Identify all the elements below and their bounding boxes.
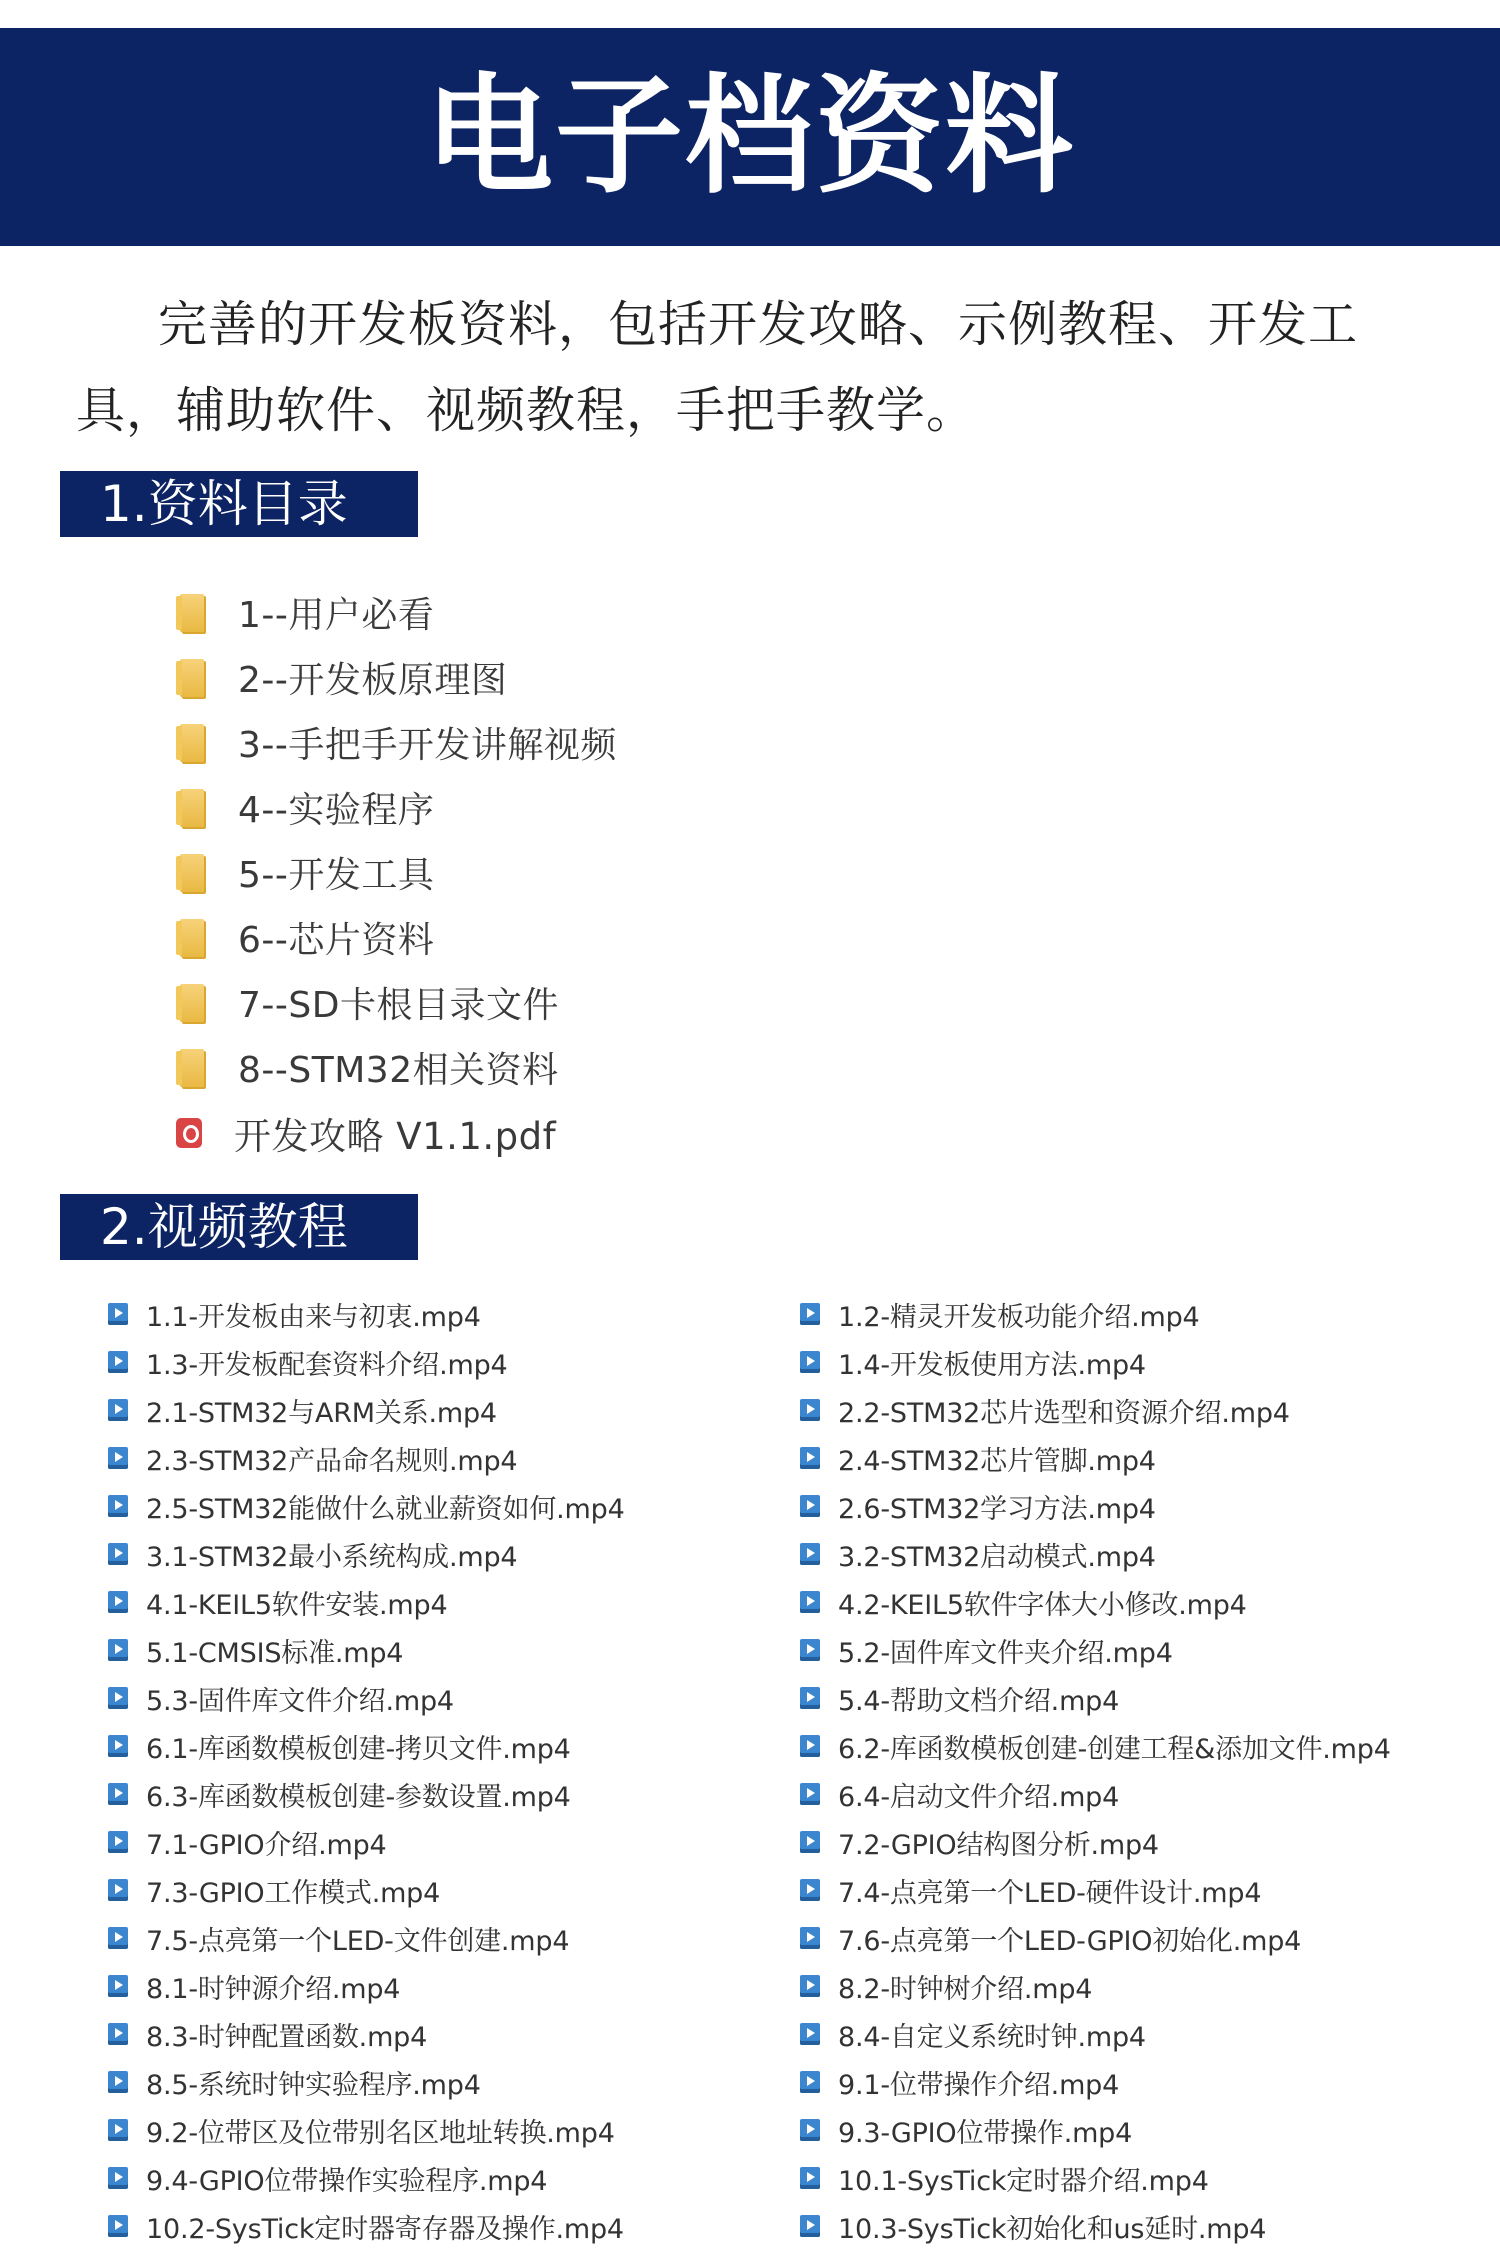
video-file-label: 6.4-启动文件介绍.mp4 (838, 1781, 1120, 1813)
video-file-item[interactable] (108, 2154, 800, 2202)
video-file-label: 2.1-STM32与ARM关系.mp4 (146, 1397, 497, 1429)
section-header-materials (60, 471, 418, 537)
folder-icon (180, 919, 204, 957)
video-file-icon (800, 2215, 820, 2237)
video-file-icon (800, 1351, 820, 1373)
video-file-item[interactable] (108, 1770, 800, 1818)
video-file-icon (800, 1927, 820, 1949)
video-file-label: 6.3-库函数模板创建-参数设置.mp4 (146, 1781, 571, 1813)
video-file-item[interactable] (108, 1386, 800, 1434)
video-file-icon (108, 1399, 128, 1421)
video-file-icon (800, 1591, 820, 1613)
video-file-icon (800, 1783, 820, 1805)
video-file-label: 7.1-GPIO介绍.mp4 (146, 1829, 387, 1861)
video-file-item[interactable] (108, 2202, 800, 2250)
video-file-icon (108, 2023, 128, 2045)
folder-icon (180, 724, 204, 762)
video-file-icon (800, 2023, 820, 2045)
video-file-icon (108, 1447, 128, 1469)
video-file-label: 9.3-GPIO位带操作.mp4 (838, 2117, 1133, 2149)
video-file-label: 2.3-STM32产品命名规则.mp4 (146, 1445, 518, 1477)
video-file-item[interactable] (800, 1818, 1448, 1866)
video-file-icon (800, 2119, 820, 2141)
video-file-label: 2.2-STM32芯片选型和资源介绍.mp4 (838, 1397, 1290, 1429)
video-file-icon (108, 1495, 128, 1517)
folder-label: 5--开发工具 (238, 855, 435, 896)
video-file-label: 6.1-库函数模板创建-拷贝文件.mp4 (146, 1733, 571, 1765)
video-file-label: 3.2-STM32启动模式.mp4 (838, 1541, 1156, 1573)
page-title: 电子档资料 (424, 62, 1075, 211)
intro-paragraph: 完善的开发板资料，包括开发攻略、示例教程、开发工具，辅助软件、视频教程，手把手教学。 (76, 296, 1359, 439)
video-file-label: 5.1-CMSIS标准.mp4 (146, 1637, 404, 1669)
video-file-icon (800, 1543, 820, 1565)
video-file-label: 8.5-系统时钟实验程序.mp4 (146, 2069, 481, 2101)
folder-item[interactable] (180, 905, 980, 970)
video-file-label: 1.1-开发板由来与初衷.mp4 (146, 1301, 481, 1333)
video-file-item[interactable] (108, 1530, 800, 1578)
video-file-icon (108, 2119, 128, 2141)
video-file-icon (800, 1303, 820, 1325)
video-file-item[interactable] (108, 1434, 800, 1482)
video-file-icon (108, 1687, 128, 1709)
section-title: 2.视频教程 (100, 1198, 348, 1256)
video-file-icon (800, 2071, 820, 2093)
video-file-item[interactable] (800, 1914, 1448, 1962)
video-file-label: 8.2-时钟树介绍.mp4 (838, 1973, 1093, 2005)
video-file-item[interactable] (800, 1674, 1448, 1722)
video-file-item[interactable] (800, 1626, 1448, 1674)
video-file-label: 1.2-精灵开发板功能介绍.mp4 (838, 1301, 1200, 1333)
video-file-grid (108, 1290, 1448, 2250)
video-file-icon (108, 1591, 128, 1613)
video-file-label: 9.4-GPIO位带操作实验程序.mp4 (146, 2165, 548, 2197)
folder-icon (180, 659, 204, 697)
video-file-label: 3.1-STM32最小系统构成.mp4 (146, 1541, 518, 1573)
video-file-label: 1.4-开发板使用方法.mp4 (838, 1349, 1146, 1381)
video-file-label: 7.3-GPIO工作模式.mp4 (146, 1877, 441, 1909)
folder-icon (180, 984, 204, 1022)
video-file-icon (108, 1927, 128, 1949)
video-file-item[interactable] (108, 1818, 800, 1866)
video-file-label: 2.4-STM32芯片管脚.mp4 (838, 1445, 1156, 1477)
video-file-label: 8.4-自定义系统时钟.mp4 (838, 2021, 1146, 2053)
video-file-item[interactable] (800, 1434, 1448, 1482)
folder-item[interactable] (180, 775, 980, 840)
video-file-item[interactable] (800, 1578, 1448, 1626)
pdf-file-item[interactable] (180, 1100, 980, 1165)
video-file-label: 7.2-GPIO结构图分析.mp4 (838, 1829, 1159, 1861)
video-file-label: 10.1-SysTick定时器介绍.mp4 (838, 2165, 1209, 2197)
video-file-icon (108, 2071, 128, 2093)
video-file-icon (108, 1351, 128, 1373)
folder-icon (180, 854, 204, 892)
video-file-item[interactable] (108, 1482, 800, 1530)
video-file-label: 7.6-点亮第一个LED-GPIO初始化.mp4 (838, 1925, 1302, 1957)
video-file-item[interactable] (800, 1482, 1448, 1530)
video-file-item[interactable] (108, 1914, 800, 1962)
folder-icon (180, 594, 204, 632)
folder-label: 1--用户必看 (238, 595, 435, 636)
video-file-icon (800, 1639, 820, 1661)
video-file-item[interactable] (108, 1722, 800, 1770)
video-file-icon (800, 1399, 820, 1421)
folder-icon (180, 789, 204, 827)
video-file-label: 7.4-点亮第一个LED-硬件设计.mp4 (838, 1877, 1262, 1909)
video-file-icon (800, 1735, 820, 1757)
video-file-label: 4.2-KEIL5软件字体大小修改.mp4 (838, 1589, 1247, 1621)
video-file-item[interactable] (800, 2010, 1448, 2058)
video-file-item[interactable] (800, 2202, 1448, 2250)
video-file-icon (800, 1975, 820, 1997)
folder-label: 2--开发板原理图 (238, 660, 508, 701)
video-file-label: 5.4-帮助文档介绍.mp4 (838, 1685, 1120, 1717)
video-file-icon (800, 1879, 820, 1901)
folder-item[interactable] (180, 1035, 980, 1100)
folder-icon (180, 1049, 204, 1087)
folder-label: 8--STM32相关资料 (238, 1050, 559, 1091)
video-file-item[interactable] (800, 1866, 1448, 1914)
video-file-item[interactable] (800, 2154, 1448, 2202)
pdf-file-label: 开发攻略 V1.1.pdf (234, 1114, 557, 1158)
video-file-icon (800, 1687, 820, 1709)
folder-item[interactable] (180, 970, 980, 1035)
video-file-item[interactable] (800, 1290, 1448, 1338)
video-file-label: 10.2-SysTick定时器寄存器及操作.mp4 (146, 2213, 624, 2245)
video-file-icon (108, 1879, 128, 1901)
video-file-item[interactable] (800, 2106, 1448, 2154)
video-file-label: 2.6-STM32学习方法.mp4 (838, 1493, 1156, 1525)
title-banner (0, 28, 1500, 246)
video-file-item[interactable] (108, 1962, 800, 2010)
video-file-icon (108, 1735, 128, 1757)
video-file-icon (108, 1975, 128, 1997)
video-file-label: 8.3-时钟配置函数.mp4 (146, 2021, 428, 2053)
video-file-label: 10.3-SysTick初始化和us延时.mp4 (838, 2213, 1267, 2245)
video-file-item[interactable] (108, 1290, 800, 1338)
video-file-item[interactable] (800, 1722, 1448, 1770)
folder-item[interactable] (180, 840, 980, 905)
video-file-icon (800, 1831, 820, 1853)
video-file-icon (108, 2167, 128, 2189)
video-file-label: 5.2-固件库文件夹介绍.mp4 (838, 1637, 1173, 1669)
video-file-item[interactable] (800, 1386, 1448, 1434)
video-file-icon (108, 2215, 128, 2237)
video-file-label: 5.3-固件库文件介绍.mp4 (146, 1685, 454, 1717)
video-file-item[interactable] (108, 1626, 800, 1674)
video-file-icon (800, 1447, 820, 1469)
video-file-item[interactable] (800, 2058, 1448, 2106)
section-title: 1.资料目录 (100, 475, 348, 533)
video-file-item[interactable] (108, 2106, 800, 2154)
video-file-item[interactable] (108, 2010, 800, 2058)
video-file-icon (108, 1639, 128, 1661)
folder-label: 4--实验程序 (238, 790, 435, 831)
video-file-item[interactable] (800, 1770, 1448, 1818)
video-file-label: 6.2-库函数模板创建-创建工程&添加文件.mp4 (838, 1733, 1391, 1765)
folder-label: 7--SD卡根目录文件 (238, 985, 559, 1026)
video-file-icon (108, 1831, 128, 1853)
video-file-item[interactable] (108, 1866, 800, 1914)
section-header-videos (60, 1194, 418, 1260)
video-file-item[interactable] (108, 1338, 800, 1386)
video-file-item[interactable] (108, 1674, 800, 1722)
folder-item[interactable] (180, 580, 980, 645)
video-file-icon (800, 1495, 820, 1517)
video-file-label: 4.1-KEIL5软件安装.mp4 (146, 1589, 448, 1621)
video-file-label: 9.2-位带区及位带别名区地址转换.mp4 (146, 2117, 615, 2149)
folder-item[interactable] (180, 710, 980, 775)
video-file-item[interactable] (108, 1578, 800, 1626)
video-file-item[interactable] (800, 1530, 1448, 1578)
folder-label: 6--芯片资料 (238, 920, 435, 961)
video-file-icon (108, 1783, 128, 1805)
pdf-icon (176, 1118, 202, 1148)
video-file-icon (108, 1543, 128, 1565)
video-file-label: 2.5-STM32能做什么就业薪资如何.mp4 (146, 1493, 625, 1525)
video-file-item[interactable] (108, 2058, 800, 2106)
video-file-icon (800, 2167, 820, 2189)
video-file-label: 8.1-时钟源介绍.mp4 (146, 1973, 401, 2005)
folder-list (180, 580, 980, 1165)
video-file-label: 1.3-开发板配套资料介绍.mp4 (146, 1349, 508, 1381)
video-file-icon (108, 1303, 128, 1325)
video-file-item[interactable] (800, 1962, 1448, 2010)
folder-label: 3--手把手开发讲解视频 (238, 725, 617, 766)
video-file-item[interactable] (800, 1338, 1448, 1386)
video-file-label: 7.5-点亮第一个LED-文件创建.mp4 (146, 1925, 570, 1957)
folder-item[interactable] (180, 645, 980, 710)
video-file-label: 9.1-位带操作介绍.mp4 (838, 2069, 1120, 2101)
